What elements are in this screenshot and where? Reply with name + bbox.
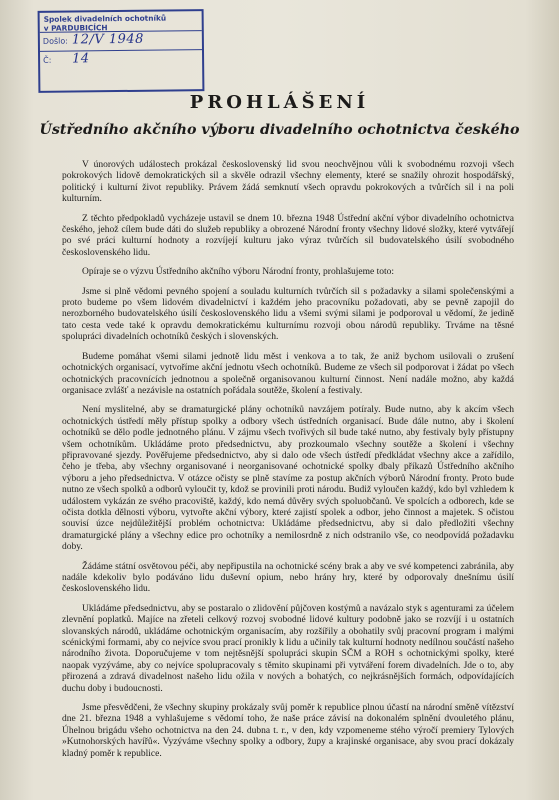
stamp-received-label: Došlo:: [42, 36, 68, 46]
stamp-header: [40, 11, 202, 33]
stamp-header-line1: Spolek divadelních ochotníků: [43, 13, 167, 24]
received-stamp: [38, 9, 205, 93]
paragraph-5: Budeme pomáhat všemi silami jednotě lidu měst i venkova a to tak, že aniž bychom usilovali o zrušení ochotnických organisací, vytvoříme akční jednotu všech ochotníků. Budeme ze všech sil podporovat i žádat po všech ochotnických pracovnících jednotnou a společně organisovanou kulturní činnost. Není nadále možno, aby každá organisace zvlášť a nezávisle na ostatních pořádala soutěže, školení a festivaly.: [62, 351, 514, 396]
stamp-received-date: 12/V 1948: [71, 31, 144, 48]
stamp-header-line2: v PARDUBICÍCH: [43, 23, 108, 33]
paragraph-9: Jsme přesvědčeni, že všechny skupiny prokázaly svůj poměr k republice plnou účastí na národní směně vítězství dne 21. března 1948 a vyhlašujeme s vědomí toho, že naše práce závisí na dokonalém splnění dvouletého plánu, Úhelnou brigádu všeho ochotnictva na den 24. dubna t. r., v den, kdy vzpomeneme stého výročí premiery Tylových »Kutnohorských havířů«. Vyzýváme všechny spolky a odbory, župy a krajinské organisace, aby svou prací dokázaly kladný poměr k republice.: [62, 703, 514, 759]
paragraph-4: Jsme si plně vědomi pevného spojení a souladu kulturních tvůrčích sil s požadavky a silami společenskými a proto budeme po všem lidovém divadelnictví i každém jeho pracovníku požadovati, aby se pevně zapojil do nerozborného budovatelského úsilí československého lidu a všemi svými silami je podporoval u vědomí, že jedině tato cesta vede také k opravdu demokratickému kulturnímu rozvoji obou národů republiky. Trváme na těsné spolupráci divadelních ochotníků českých i slovenských.: [62, 286, 514, 343]
paragraph-2: Z těchto předpokladů vycházeje ustavil se dnem 10. března 1948 Ústřední akční výbor divadelního ochotnictva českého, jehož cílem bude dáti do služeb republiky a obrozené Národní fronty všechny lidové složky, které vytvářejí po své práci kulturní hodnoty a rozvíjejí kulturu jako výraz tvůrčích sil budovatelského úsilí svobodného československého lidu.: [62, 213, 514, 258]
paragraph-8: Ukládáme předsednictvu, aby se postaralo o zlidovění půjčoven kostýmů a navázalo styk s agenturami za účelem zlevnění poplatků. Majíce na zřeteli celkový rozvoj svobodné lidové kultury podobně jako se rozvíjí i u ostatních slovanských národů, ukládáme ochotnickým organisacím, aby rozšířily a obohatily svůj pracovní program i malými scénickými formami, aby co nejvíce svou prací pronikly k lidu a učinily tak kulturní hodnoty nedílnou součástí našeho národního života. Doporučujeme v tom nejtěsnější spolupráci skupin SČM a ROH s ochotnickými spolky, které naopak vyzýváme, aby co nejvíce spolupracovaly s těmito skupinami při vytváření forem divadelních. Jde o to, aby přirozená a zdravá divadelnost našeho lidu ožila v nových a bohatých, co nejkrásnějších formách, odpovídajících duchu doby i budoucnosti.: [62, 603, 514, 694]
paragraph-7: Žádáme státní osvětovou péči, aby nepřipustila na ochotnické scény brak a aby ve své kompetenci zabránila, aby nadále kdekoliv bylo podáváno lidu duševní opium, nebo hrány hry, které by odporovaly dnešnímu úsilí československého lidu.: [62, 561, 514, 595]
paragraph-6: Není myslitelné, aby se dramaturgické plány ochotníků navzájem potíraly. Bude nutno, aby k akcím všech ochotnických ústředí měly přístup spolky a odbory všech ústředních organisací. Bude dále nutno, aby i školení ochotníků se dělo podle jednotného plánu. V zájmu všech tvořivých sil bude také nutno, aby festivaly byly přístupny všem ochotníkům. Ukládáme proto předsednictvu, aby prozkoumalo všechny soutěže a školení i všechny připravované sjezdy. Pověřujeme předsednictvo, aby si dalo ode všech ústředí předkládat všechny akce a zařídilo, čeho je třeba, aby všechny organisované i neorganisované ochotnické spolky dbaly příkazů Ústředního akčního výboru a jeho předsednictva. V otázce očisty se plně stavíme za postup akčních výborů Národní fronty. Proto bude nutno ze všech spolků a odborů vyloučit ty, kdož se provinili proti národu. Budiž vyloučen každý, kdo byl vzhledem k událostem vykázán ze svého pracoviště, každý, kdo nemá důvěry svých spoluobčanů. Ve spolcích a odborech, kde se očista dotkla dělnosti výboru, vytvořte akční výbory, které zajistí spolek a odbor, jeho činnost a majetek. S očistou souvisí úzce nejdůležitější problém ochotnictva: Ukládáme předsednictvu, aby si dalo předložiti všechny dramaturgické plány a všechny edice pro ochotníky a nemilosrdně z nich odstranilo vše, co neodpovídá požadavku doby.: [62, 405, 514, 553]
document-title: PROHLÁŠENÍ: [189, 92, 370, 113]
stamp-number-row: [40, 50, 202, 70]
stamp-number-value: 14: [72, 51, 90, 67]
stamp-number-label: Č:: [43, 55, 52, 65]
document-body: [62, 160, 514, 768]
paragraph-3: Opíraje se o výzvu Ústředního akčního výboru Národní fronty, prohlašujeme toto:: [82, 267, 395, 278]
stamp-received-row: [40, 31, 202, 52]
paragraph-1: V únorových událostech prokázal československý lid svou neochvějnou vůli k svobodnému rozvoji všech pokrokových lidově demokratických sil a skvěle odrazil všechny elementy, které se snažily ohrozit hospodářský, politický i kulturní život republiky. Právem žádá semknutí všech opravdu pokrokových a tvůrčích sil i na poli kulturním.: [62, 160, 514, 205]
document-subtitle: Ústředního akčního výboru divadelního ochotnictva českého: [39, 122, 520, 138]
